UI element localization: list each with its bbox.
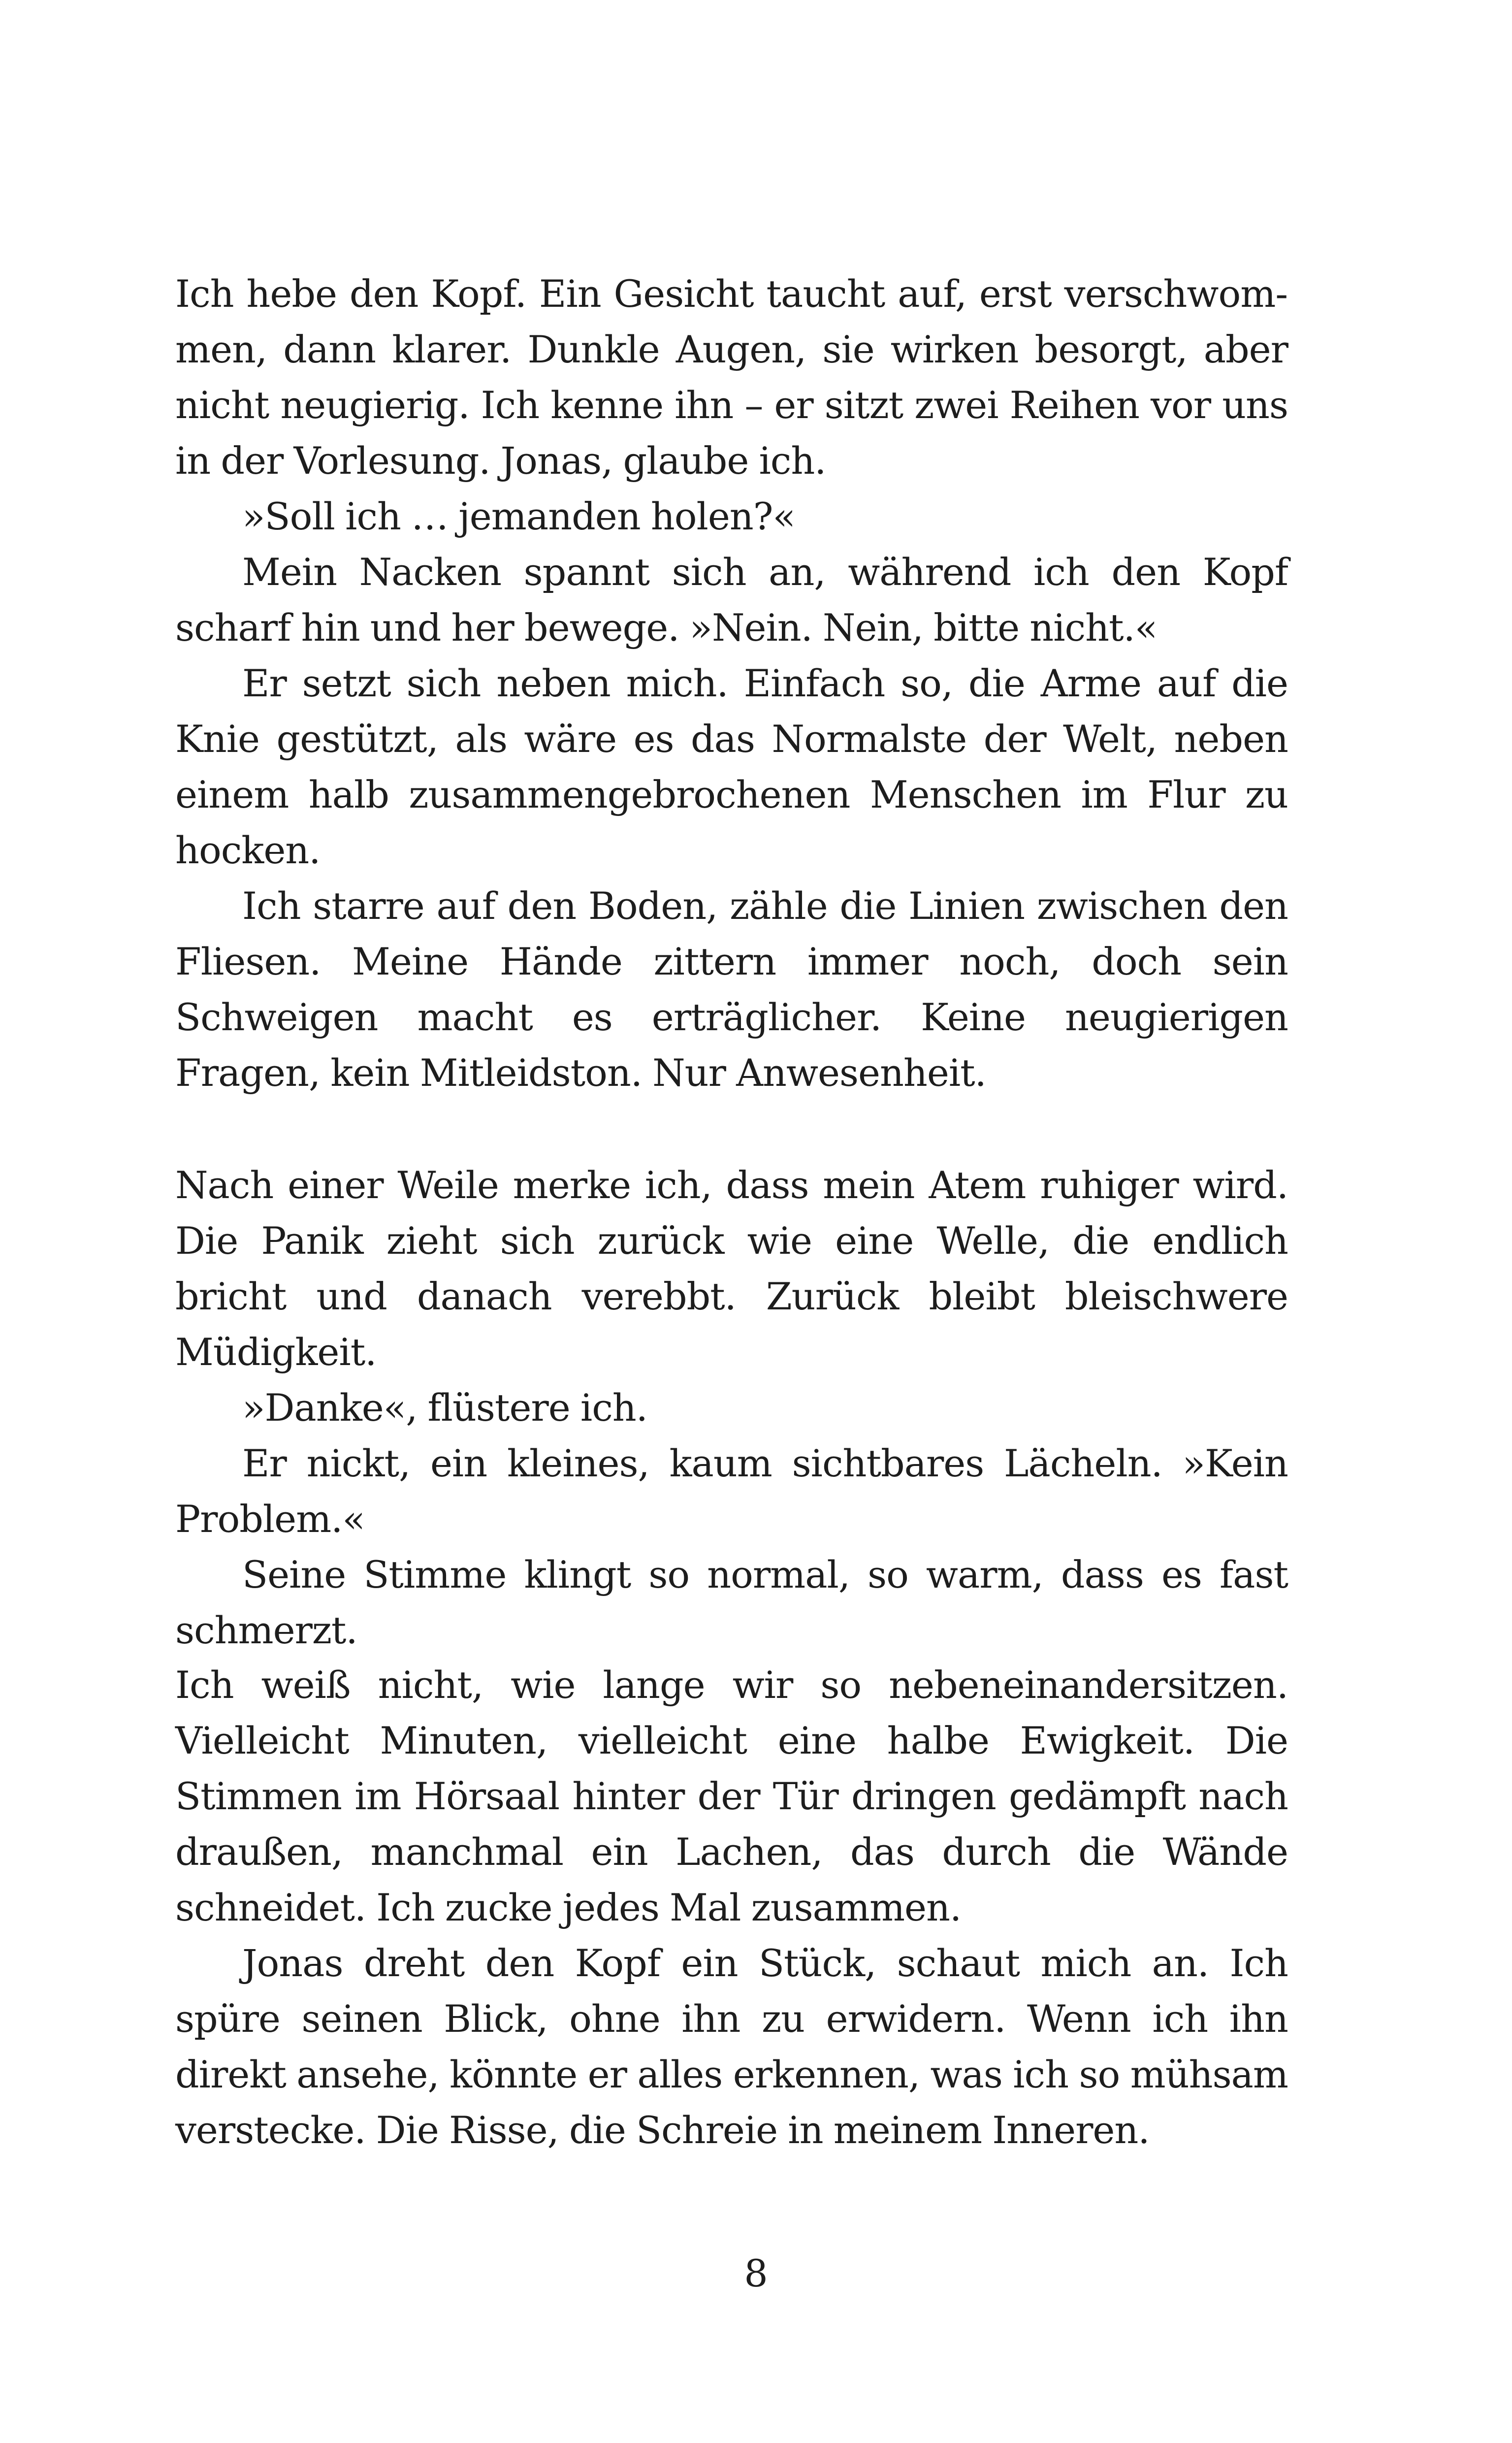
- page-number: 8: [744, 2251, 768, 2295]
- paragraph: Jonas dreht den Kopf ein Stück, schaut mich an. Ich spüre seinen Blick, ohne ihn zu erwidern. Wenn ich ihn direkt ansehe, könnte er alles erkennen, was ich so mühsam verstecke. Die Risse, die Schreie in meinem Inneren.: [175, 1941, 1288, 2152]
- paragraph: Ich starre auf den Boden, zähle die Linien zwischen den Fliesen. Meine Hände zittern immer noch, doch sein Schweigen macht es erträglicher. Keine neugierigen Fragen, kein Mitleidston. Nur Anwesenheit.: [175, 884, 1288, 1095]
- text-section-1: [175, 266, 1288, 1101]
- text-section-3: [175, 1657, 1288, 2158]
- paragraph: Er nickt, ein kleines, kaum sichtbares Lächeln. »Kein Problem.«: [175, 1441, 1288, 1541]
- paragraph: Seine Stimme klingt so normal, so warm, dass es fast schmerzt.: [175, 1553, 1288, 1652]
- paragraph: Nach einer Weile merke ich, dass mein Atem ruhiger wird. Die Panik zieht sich zurück wie eine Welle, die endlich bricht und danach verebbt. Zurück bleibt bleischwere Müdigkeit.: [175, 1163, 1288, 1374]
- paragraph: Ich hebe den Kopf. Ein Gesicht taucht auf, erst verschwommen, dann klarer. Dunkle Augen, sie wirken besorgt, aber nicht neugierig. Ich kenne ihn – er sitzt zwei Reihen vor uns in der Vorlesung. Jonas, glaube ich.: [175, 272, 1288, 483]
- paragraph: »Soll ich … jemanden holen?«: [242, 494, 795, 538]
- paragraph: »Danke«, flüstere ich.: [242, 1386, 647, 1430]
- text-section-2: [175, 1157, 1288, 1658]
- paragraph: Er setzt sich neben mich. Einfach so, die Arme auf die Knie gestützt, als wäre es das Normalste der Welt, neben einem halb zusammengebrochenen Menschen im Flur zu hocken.: [175, 661, 1288, 872]
- paragraph: Mein Nacken spannt sich an, während ich den Kopf scharf hin und her bewege. »Nein. Nein, bitte nicht.«: [175, 550, 1288, 650]
- paragraph: Ich weiß nicht, wie lange wir so nebeneinandersitzen. Vielleicht Minuten, vielleicht eine halbe Ewigkeit. Die Stimmen im Hörsaal hinter der Tür dringen gedämpft nach draußen, manchmal ein Lachen, das durch die Wände schneidet. Ich zucke jedes Mal zusammen.: [175, 1663, 1288, 1929]
